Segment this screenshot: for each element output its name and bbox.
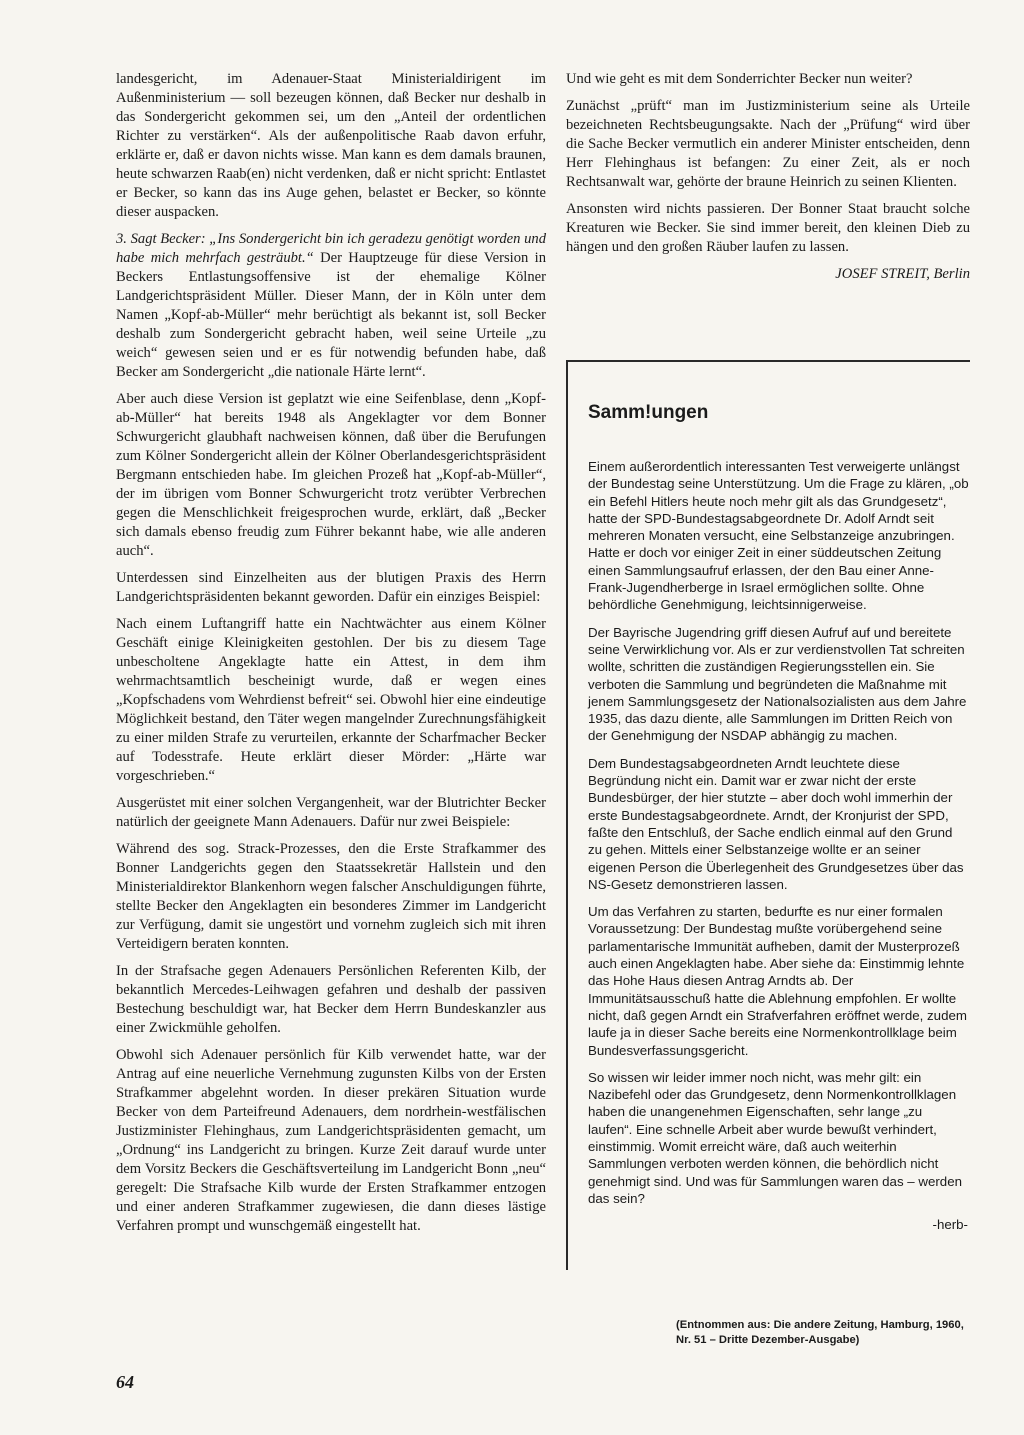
- right-column: [566, 70, 970, 284]
- paragraph: landesgericht, im Adenauer-Staat Ministerialdirigent im Außenministerium — soll bezeugen können, daß Becker nur deshalb in das Sondergericht gekommen sei, um den „Anteil der ordentlichen Richter zu verstärken“. Als der außenpolitische Raab davon erfuhr, erklärte er, daß er davon nichts wisse. Man kann es dem damals braunen, heute schwarzen Raab(en) nicht verdenken, daß er nicht spricht: Entlastet er Becker, so kann das ins Auge gehen, belastet er Becker, so könnte dieser auspacken.: [116, 71, 546, 220]
- paragraph: [116, 230, 546, 382]
- box-signature: -herb-: [932, 1217, 968, 1233]
- source-note: (Entnommen aus: Die andere Zeitung, Hamburg, 1960, Nr. 51 – Dritte Dezember-Ausgabe): [676, 1319, 964, 1346]
- paragraph: Und wie geht es mit dem Sonderrichter Becker nun weiter?: [566, 71, 913, 87]
- paragraph: Obwohl sich Adenauer persönlich für Kilb verwendet hatte, war der Antrag auf eine neuerliche Vernehmung zugunsten Kilbs von der Ersten Strafkammer abgelehnt worden. In dieser prekären Situation wurde Becker von dem Parteifreund Adenauers, dem nordrhein-westfälischen Justizminister Flehinghaus, zum Landgerichtspräsidenten gemacht, um „Ordnung“ ins Landgericht zu bringen. Kurze Zeit darauf wurde unter dem Vorsitz Beckers die Geschäftsverteilung im Landgericht Bonn „neu“ geregelt: Die Strafsache Kilb wurde der Ersten Strafkammer entzogen und einer anderen Strafkammer zugewiesen, die dann dieses lästige Verfahren prompt und wunschgemäß eingestellt hat.: [116, 1047, 546, 1234]
- paragraph: Während des sog. Strack-Prozesses, den die Erste Strafkammer des Bonner Landgerichts gegen den Staatssekretär Hallstein und den Ministerialdirektor Blankenhorn wegen falscher Anschuldigungen führte, stellte Becker den Angeklagten ein besonderes Zimmer im Landgericht zur Verfügung, damit sie ungestört und vornehm zugleich sich mit ihren Verteidigern beraten konnten.: [116, 841, 546, 952]
- sammlungen-box: [566, 360, 970, 1270]
- paragraph: In der Strafsache gegen Adenauers Persönlichen Referenten Kilb, der bekanntlich Mercedes-Leihwagen gefahren und deshalb der passiven Bestechung beschuldigt war, hat Becker dem Herrn Bundeskanzler aus einer Zwickmühle geholfen.: [116, 963, 546, 1036]
- box-paragraph: Dem Bundestagsabgeordneten Arndt leuchtete diese Begründung nicht ein. Damit war er zwar nicht der erste Bundesbürger, der hier stutzte – aber doch wohl immerhin der erste Bundestagsabgeordnete. Arndt, der Kronjurist der SPD, faßte den Entschluß, der Sache endlich einmal auf den Grund zu gehen. Mittels einer Selbstanzeige wollte er an seiner eigenen Person die Überlegenheit des Grundgesetzes über das NS-Gesetz demonstrieren lassen.: [588, 755, 964, 892]
- author-signature: JOSEF STREIT, Berlin: [835, 266, 970, 282]
- paragraph-text: Der Hauptzeuge für diese Version in Beckers Entlastungsoffensive ist der ehemalige Kölner Landgerichtspräsident Müller. Dieser Mann, der in Köln unter dem Namen „Kopf-ab-Müller“ mehr berüchtigt als bekannt ist, soll Becker deshalb zum Sondergericht gebracht haben, weil seine Urteile „zu weich“ gewesen seien und er es für notwendig befunden habe, daß Becker am Sondergericht „die nationale Härte lernt“.: [116, 250, 546, 380]
- box-title: Samm!ungen: [588, 402, 709, 423]
- box-paragraph: Der Bayrische Jugendring griff diesen Aufruf auf und bereitete seine Verwirklichung vor. Als er zur verdienstvollen Tat schreiten wollte, schritten die zuständigen Regierungsstellen ein. Sie verboten die Sammlung und begründeten die Maßnahme mit jenem Sammlungsgesetz der Nationalsozialisten aus dem Jahre 1935, das dazu diente, alle Sammlungen im Dritten Reich von der Genehmigung der NSDAP abhängig zu machen.: [588, 624, 967, 744]
- box-paragraph: So wissen wir leider immer noch nicht, was mehr gilt: ein Nazibefehl oder das Grundgesetz, denn Normenkontrollklagen haben die unangenehmen Eigenschaften, sehr lange „zu laufen“. Eine schnelle Arbeit aber wurde bewußt verhindert, einstimmig. Womit erreicht wäre, daß auch weiterhin Sammlungen verboten werden können, die behördlich nicht genehmigt sind. Und was für Sammlungen waren das – werden das sein?: [588, 1069, 962, 1206]
- page-number: 64: [116, 1372, 134, 1392]
- paragraph: Nach einem Luftangriff hatte ein Nachtwächter aus einem Kölner Geschäft einige Kleinigkeiten gestohlen. Der bis zu diesem Tage unbescholtene Angeklagte hatte ein Attest, in dem ihm wehrmachtsamtlich bescheinigt wurde, daß er wegen eines „Kopfschadens vom Wehrdienst befreit“ sei. Obwohl hier eine eindeutige Möglichkeit bestand, den Täter wegen mangelnder Zurechnungsfähigkeit zu einer milden Strafe zu verurteilen, erkannte der Scharfmacher Becker auf Todesstrafe. Heute erklärt dieser Mörder: „Härte war vorgeschrieben.“: [116, 616, 546, 784]
- paragraph: Aber auch diese Version ist geplatzt wie eine Seifenblase, denn „Kopf-ab-Müller“ hat bereits 1948 als Angeklagter vor dem Bonner Schwurgericht glaubhaft nachweisen können, daß über die Berufungen zum Kölner Sondergericht allein der Kölner Oberlandesgerichtspräsident Bergmann entschieden habe. Im gleichen Prozeß hat „Kopf-ab-Müller“, der im übrigen vom Bonner Schwurgericht trotz verübter Verbrechen gegen die Menschlichkeit freigesprochen wurde, erklärt, daß „Becker sich damals ebenso freudig zum Führer bekannt habe, wie alle anderen auch“.: [116, 391, 546, 559]
- paragraph: Ansonsten wird nichts passieren. Der Bonner Staat braucht solche Kreaturen wie Becker. Sie sind immer bereit, den kleinen Dieb zu hängen und den großen Räuber laufen zu lassen.: [566, 201, 970, 255]
- paragraph: Zunächst „prüft“ man im Justizministerium seine als Urteile bezeichneten Rechtsbeugungsakte. Nach der „Prüfung“ wird über die Sache Becker vermutlich ein anderer Minister entscheiden, denn Herr Flehinghaus ist befangen: Zu einer Zeit, als er noch Rechtsanwalt war, gehörte der braune Heinrich zu seinen Klienten.: [566, 98, 970, 190]
- italic-lead: 3. Sagt Becker: „Ins Sondergericht bin ich geradezu genötigt worden und habe mich mehrfach gesträubt.“: [116, 231, 546, 266]
- paragraph: Unterdessen sind Einzelheiten aus der blutigen Praxis des Herrn Landgerichtspräsidenten bekannt geworden. Dafür ein einziges Beispiel:: [116, 570, 546, 605]
- box-paragraph: Einem außerordentlich interessanten Test verweigerte unlängst der Bundestag seine Unterstützung. Um die Frage zu klären, „ob ein Befehl Hitlers heute noch mehr gilt als das Grundgesetz“, hatte der SPD-Bundestagsabgeordnete Dr. Adolf Arndt seit mehreren Monaten versucht, eine Selbstanzeige anzubringen. Hatte er doch vor einiger Zeit in einer süddeutschen Zeitung einen Sammlungsaufruf erlassen, der den Bau einer Anne-Frank-Jugendherberge in Israel ermöglichen sollte. Ohne behördliche Genehmigung, leichtsinnigerweise.: [588, 459, 969, 613]
- paragraph: Ausgerüstet mit einer solchen Vergangenheit, war der Blutrichter Becker natürlich der geeignete Mann Adenauers. Dafür nur zwei Beispiele:: [116, 795, 546, 830]
- left-column: [116, 70, 546, 1244]
- box-paragraph: Um das Verfahren zu starten, bedurfte es nur einer formalen Voraussetzung: Der Bundestag mußte vorübergehend seine parlamentarische Immunität aufheben, damit der Musterprozeß auch einen Angeklagten habe. Aber siehe da: Einstimmig lehnte das Hohe Haus diesen Antrag Arndts ab. Der Immunitätsausschuß hatte die Ablehnung empfohlen. Er wollte nicht, daß gegen Arndt ein Strafverfahren eröffnet werde, zudem laufe ja in dieser Sache bereits eine Normenkontrollklage beim Bundesverfassungsgericht.: [588, 904, 967, 1058]
